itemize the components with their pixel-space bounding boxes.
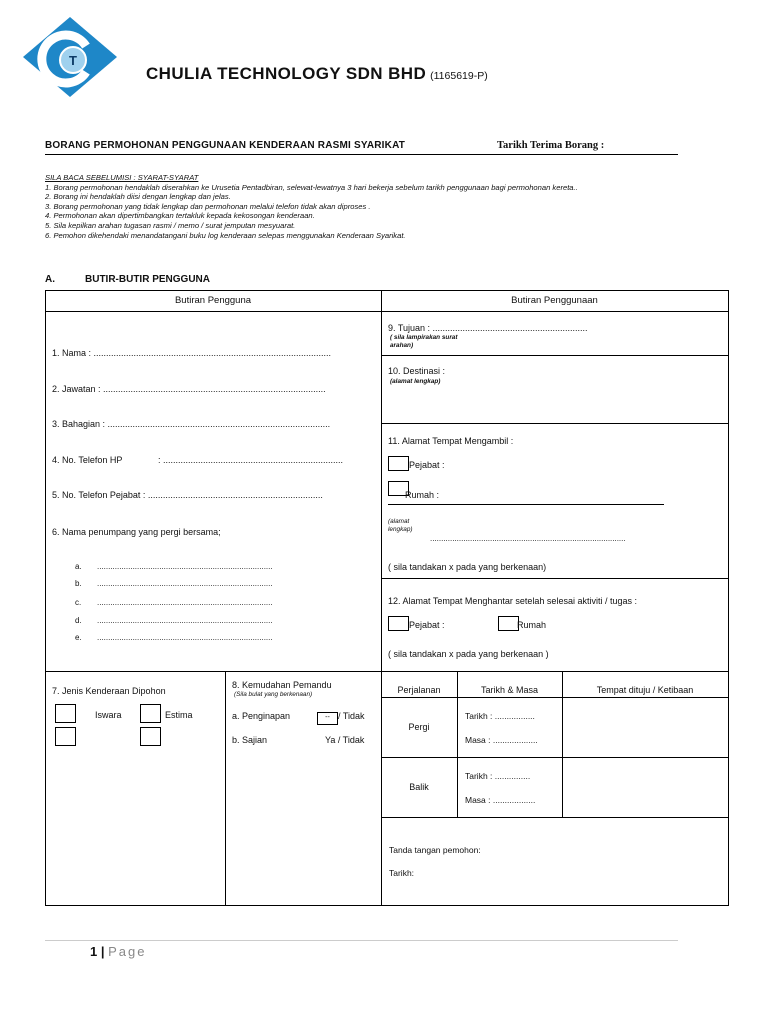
received-date-label: Tarikh Terima Borang : bbox=[497, 140, 605, 151]
rumah2-label: Rumah bbox=[517, 620, 547, 630]
tandakan-note-1: ( sila tandakan x pada yang berkenaan) bbox=[388, 562, 547, 572]
term-item: 5. Sila kepilkan arahan tugasan rasmi / memo / surat jemputan mesyuarat. bbox=[45, 220, 296, 230]
alamat-hantar-label: 12. Alamat Tempat Menghantar setelah selesai aktiviti / tugas : bbox=[388, 596, 637, 606]
masa-balik-field[interactable]: Masa : .................. bbox=[465, 795, 536, 805]
trip-balik-label: Balik bbox=[409, 782, 429, 792]
term-item: 6. Pemohon dikehendaki menandatangani buku log kenderaan selepas menggunakan Kenderaan Syarikat. bbox=[45, 230, 406, 240]
logo-letter: T bbox=[69, 53, 77, 68]
alamat-note: (alamat lengkap) bbox=[388, 518, 413, 533]
section-a-text: BUTIR-BUTIR PENGGUNA bbox=[85, 274, 210, 285]
penginapan-option[interactable]: / Tidak bbox=[338, 711, 365, 721]
company-name bbox=[146, 64, 488, 84]
tempat-pergi-field[interactable] bbox=[563, 698, 727, 756]
pejabat2-checkbox[interactable] bbox=[388, 616, 409, 631]
passenger-a-label: a. bbox=[75, 562, 82, 571]
term-item: 3. Borang permohonan yang tidak lengkap dan permohonan melalui telefon tidak akan diproses . bbox=[45, 201, 371, 211]
alamat-dots-field[interactable]: ........................................................................................ bbox=[430, 534, 626, 543]
trip-header-perjalanan: Perjalanan bbox=[397, 685, 441, 695]
page-separator: | bbox=[100, 944, 105, 959]
sajian-label: b. Sajian bbox=[232, 735, 268, 745]
kemudahan-label: 8. Kemudahan Pemandu bbox=[232, 680, 332, 690]
tujuan-field[interactable]: 9. Tujuan : .............................................................. bbox=[388, 323, 588, 333]
alamat-ambil-label: 11. Alamat Tempat Mengambil : bbox=[388, 436, 514, 446]
passenger-c-field[interactable]: ............................................................................... bbox=[97, 598, 273, 607]
passenger-c-label: c. bbox=[75, 598, 82, 607]
passenger-a-field[interactable]: ............................................................................... bbox=[97, 562, 273, 571]
terms-heading: SILA BACA SEBELUMISI : SYARAT-SYARAT bbox=[45, 173, 199, 182]
form-title: BORANG PERMOHONAN PENGGUNAAN KENDERAAN RASMI SYARIKAT bbox=[45, 140, 406, 151]
company-logo bbox=[22, 16, 118, 98]
passenger-b-field[interactable]: ............................................................................... bbox=[97, 579, 273, 588]
company-name-text: CHULIA TECHNOLOGY SDN BHD bbox=[146, 64, 427, 83]
trip-header-tempat: Tempat dituju / Ketibaan bbox=[596, 685, 694, 695]
tarikh-balik-field[interactable]: Tarikh : ............... bbox=[465, 771, 531, 781]
masa-pergi-field[interactable]: Masa : ................... bbox=[465, 735, 538, 745]
other-vehicle-checkbox-1[interactable] bbox=[55, 727, 76, 746]
iswara-checkbox[interactable] bbox=[55, 704, 76, 723]
right-column-header: Butiran Penggunaan bbox=[511, 295, 598, 306]
page-number: 1 bbox=[90, 944, 98, 959]
passenger-d-field[interactable]: ............................................................................... bbox=[97, 616, 273, 625]
tempat-balik-field[interactable] bbox=[563, 758, 727, 816]
jenis-kenderaan-label: 7. Jenis Kenderaan Dipohon bbox=[52, 686, 166, 696]
tujuan-note: ( sila lampirakan surat arahan) bbox=[390, 334, 458, 349]
penginapan-label: a. Penginapan bbox=[232, 711, 291, 721]
title-underline bbox=[45, 154, 678, 155]
term-item: 1. Borang permohonan hendaklah diserahkan ke Urusetia Pentadbiran, selewat-lewatnya 3 hari bekerja sebelum tarikh penggunaan bagi permohonan kereta.. bbox=[45, 182, 578, 192]
pejabat2-label: Pejabat : bbox=[409, 620, 445, 630]
section-a-title bbox=[45, 274, 210, 285]
kemudahan-note: (Sila bulat yang berkenaan) bbox=[234, 691, 313, 698]
passenger-d-label: d. bbox=[75, 616, 82, 625]
iswara-label: Iswara bbox=[95, 710, 122, 720]
left-column-header: Butiran Pengguna bbox=[174, 295, 252, 306]
nama-field[interactable]: 1. Nama : ............................................................................................... bbox=[52, 348, 332, 358]
signature-label: Tanda tangan pemohon: bbox=[389, 845, 481, 855]
tel-pejabat-field[interactable]: 5. No. Telefon Pejabat : ...................................................................... bbox=[52, 490, 323, 500]
penumpang-label: 6. Nama penumpang yang pergi bersama; bbox=[52, 527, 221, 537]
jawatan-field[interactable]: 2. Jawatan : ......................................................................................... bbox=[52, 384, 326, 394]
tel-hp-label: 4. No. Telefon HP bbox=[52, 455, 123, 465]
rumah2-checkbox[interactable] bbox=[498, 616, 519, 631]
passenger-e-field[interactable]: ............................................................................... bbox=[97, 633, 273, 642]
trip-pergi-label: Pergi bbox=[408, 722, 430, 732]
rumah-label: Rumah : bbox=[405, 490, 440, 500]
sign-date-label: Tarikh: bbox=[389, 868, 415, 878]
estima-label: Estima bbox=[165, 710, 193, 720]
footer-rule bbox=[45, 940, 678, 941]
term-item: 4. Permohonan akan dipertimbangkan tertakluk kepada kekosongan kenderaan. bbox=[45, 211, 315, 221]
tandakan-note-2: ( sila tandakan x pada yang berkenaan ) bbox=[388, 649, 549, 659]
destinasi-note: (alamat lengkap) bbox=[390, 378, 441, 385]
passenger-e-label: e. bbox=[75, 633, 82, 642]
rumah-address-line bbox=[388, 504, 664, 505]
pejabat-checkbox[interactable] bbox=[388, 456, 409, 471]
destinasi-field[interactable]: 10. Destinasi : bbox=[388, 366, 446, 376]
trip-header-tarikh-masa: Tarikh & Masa bbox=[480, 685, 539, 695]
term-item: 2. Borang ini hendaklah diisi dengan lengkap dan jelas. bbox=[45, 192, 231, 202]
sajian-option[interactable]: Ya / Tidak bbox=[325, 735, 365, 745]
page-footer bbox=[90, 944, 147, 959]
terms-block bbox=[45, 173, 685, 240]
penginapan-box[interactable]: -- bbox=[317, 712, 338, 725]
pejabat-label: Pejabat : bbox=[409, 460, 445, 470]
bahagian-field[interactable]: 3. Bahagian : ......................................................................................... bbox=[52, 419, 331, 429]
tarikh-pergi-field[interactable]: Tarikh : ................. bbox=[465, 711, 535, 721]
section-a-letter: A. bbox=[45, 274, 55, 285]
page-word: Page bbox=[108, 944, 147, 959]
company-reg-no: (1165619-P) bbox=[430, 70, 488, 82]
estima-checkbox[interactable] bbox=[140, 704, 161, 723]
other-vehicle-checkbox-2[interactable] bbox=[140, 727, 161, 746]
tel-hp-field[interactable]: : ........................................................................ bbox=[158, 455, 344, 465]
passenger-b-label: b. bbox=[75, 579, 82, 588]
